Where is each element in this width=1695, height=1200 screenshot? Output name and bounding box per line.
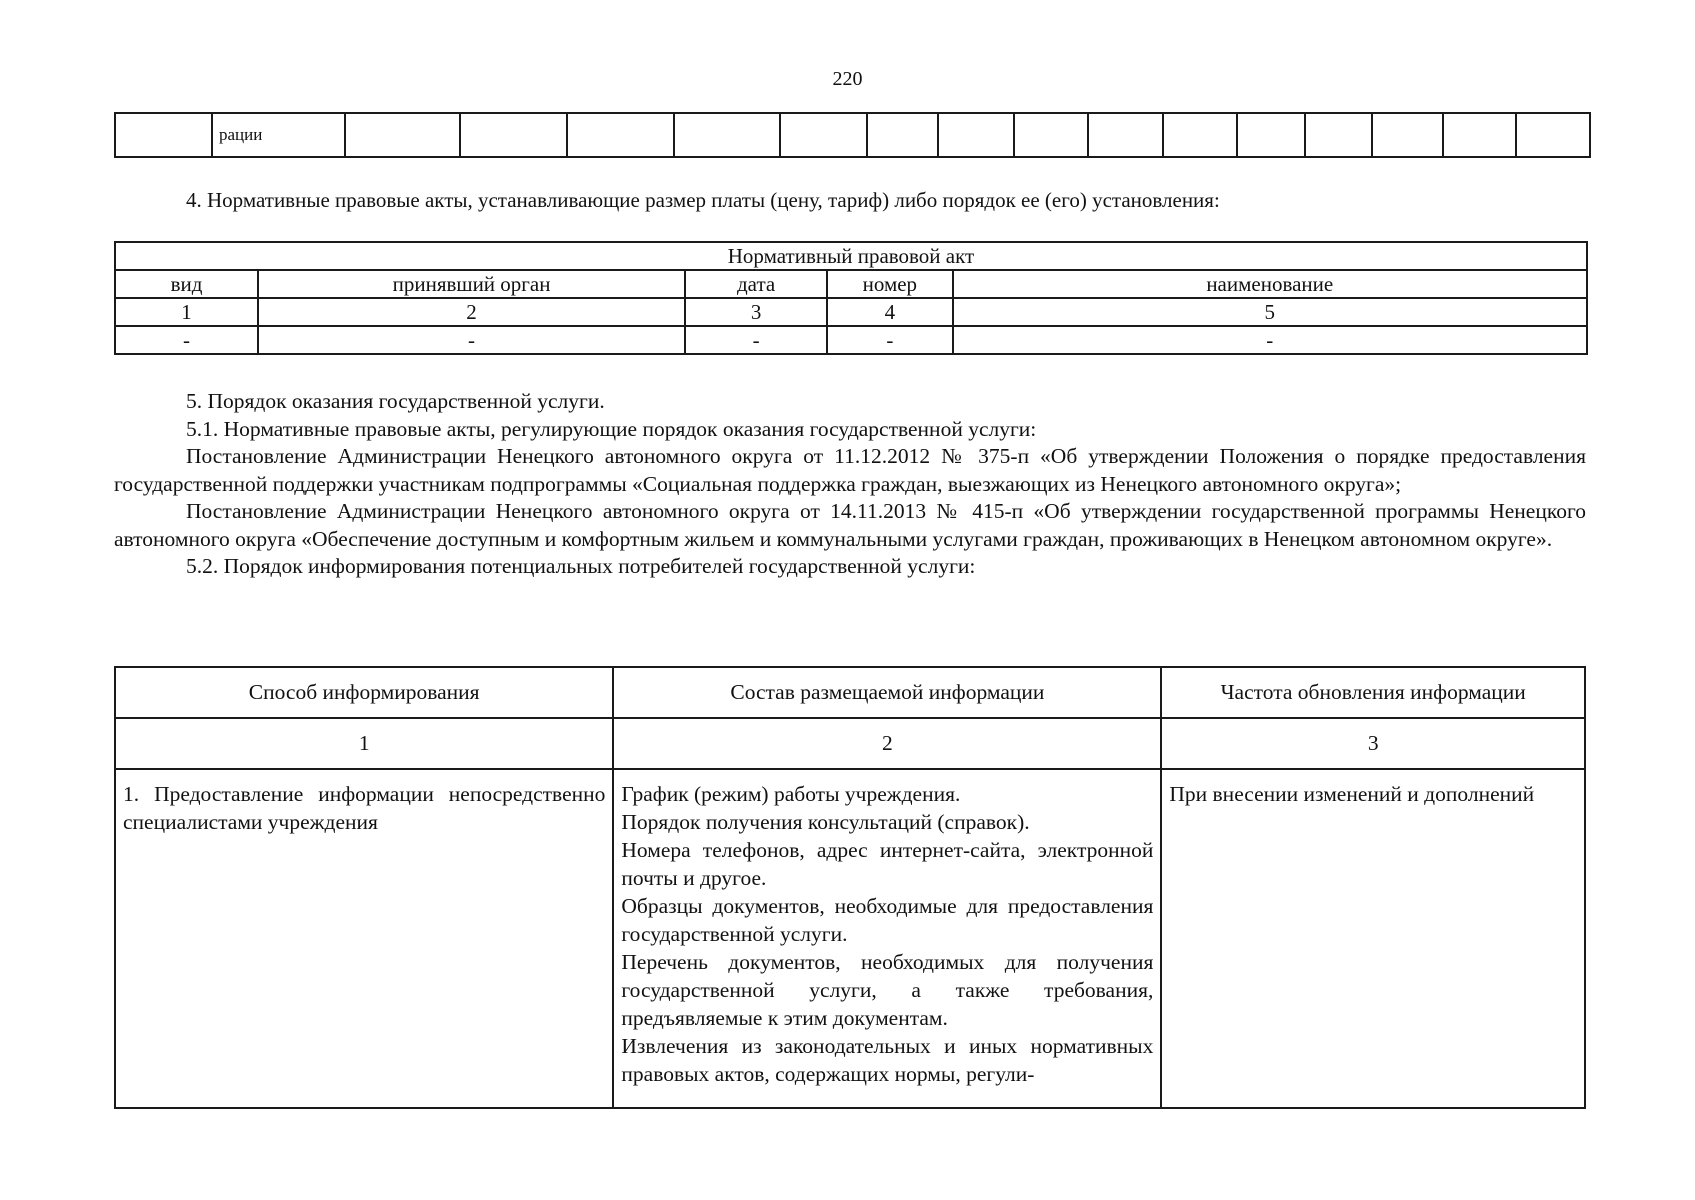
section4-heading: 4. Нормативные правовые акты, устанавливающие размер платы (цену, тариф) либо порядок ее (его) установления: xyxy=(186,188,1220,212)
content-item: Перечень документов, необходимых для получения государственной услуги, а также требования, предъявляемые к этим документам. xyxy=(621,950,1154,1030)
content-item: Номера телефонов, адрес интернет-сайта, электронной почты и другое. xyxy=(621,838,1154,890)
table-cell: - xyxy=(115,326,258,354)
table-header-row xyxy=(115,667,1585,718)
content-item: График (режим) работы учреждения. xyxy=(621,782,961,806)
table-cell: - xyxy=(827,326,952,354)
column-header: номер xyxy=(827,270,952,298)
column-header: Способ информирования xyxy=(115,667,613,718)
table-title: Нормативный правовой акт xyxy=(115,242,1587,270)
info-frequency-cell: При внесении изменений и дополнений xyxy=(1161,769,1585,1108)
table-cell: - xyxy=(953,326,1587,354)
section5-1-heading: 5.1. Нормативные правовые акты, регулирующие порядок оказания государственной услуги: xyxy=(186,416,1037,441)
table-cell: 1 xyxy=(115,298,258,326)
table-row xyxy=(115,326,1587,354)
content-item: Порядок получения консультаций (справок). xyxy=(621,810,1030,834)
table-cell: 3 xyxy=(1161,718,1585,769)
continued-table-fragment xyxy=(114,112,1591,158)
column-header: Состав размещаемой информации xyxy=(613,667,1161,718)
legal-act-paragraph: Постановление Администрации Ненецкого автономного округа от 11.12.2012 № 375-п «Об утверждении Положения о порядке предоставления государственной поддержки участникам подпрограммы «Социальная поддержка граждан, выезжающих из Ненецкого автономного округа»; xyxy=(114,444,1586,496)
legal-act-paragraph: Постановление Администрации Ненецкого автономного округа от 14.11.2013 № 415-п «Об утверждении государственной программы Ненецкого автономного округа «Обеспечение доступным и комфортным жильем и коммунальными услугами граждан, проживающих в Ненецком автономном округе». xyxy=(114,499,1586,551)
section5-body xyxy=(114,388,1586,581)
table-header-row xyxy=(115,270,1587,298)
table-cell: - xyxy=(258,326,685,354)
table-cell: 2 xyxy=(613,718,1161,769)
table-cell: рации xyxy=(212,113,345,157)
section5-2-heading: 5.2. Порядок информирования потенциальных потребителей государственной услуги: xyxy=(186,554,976,578)
section5-heading: 5. Порядок оказания государственной услуги. xyxy=(186,389,605,413)
table-row xyxy=(115,769,1585,1108)
table-row xyxy=(115,242,1587,270)
normative-acts-table xyxy=(114,241,1588,355)
column-header: дата xyxy=(685,270,827,298)
table-row xyxy=(115,298,1587,326)
table-cell: - xyxy=(685,326,827,354)
table-cell: 3 xyxy=(685,298,827,326)
table-cell: 5 xyxy=(953,298,1587,326)
content-item: Извлечения из законодательных и иных нормативных правовых актов, содержащих нормы, регули- xyxy=(621,1034,1154,1086)
column-header: наименование xyxy=(953,270,1587,298)
table-row xyxy=(115,718,1585,769)
table-cell: 2 xyxy=(258,298,685,326)
content-item: Образцы документов, необходимые для предоставления государственной услуги. xyxy=(621,894,1154,946)
information-table xyxy=(114,666,1586,1109)
page-number: 220 xyxy=(832,68,863,90)
column-header: принявший орган xyxy=(258,270,685,298)
column-header: Частота обновления информации xyxy=(1161,667,1585,718)
table-row xyxy=(115,113,1590,157)
column-header: вид xyxy=(115,270,258,298)
table-cell: 4 xyxy=(827,298,952,326)
info-content-cell xyxy=(613,769,1161,1108)
info-method-cell: 1. Предоставление информации непосредственно специалистами учреждения xyxy=(115,769,613,1108)
table-cell: 1 xyxy=(115,718,613,769)
